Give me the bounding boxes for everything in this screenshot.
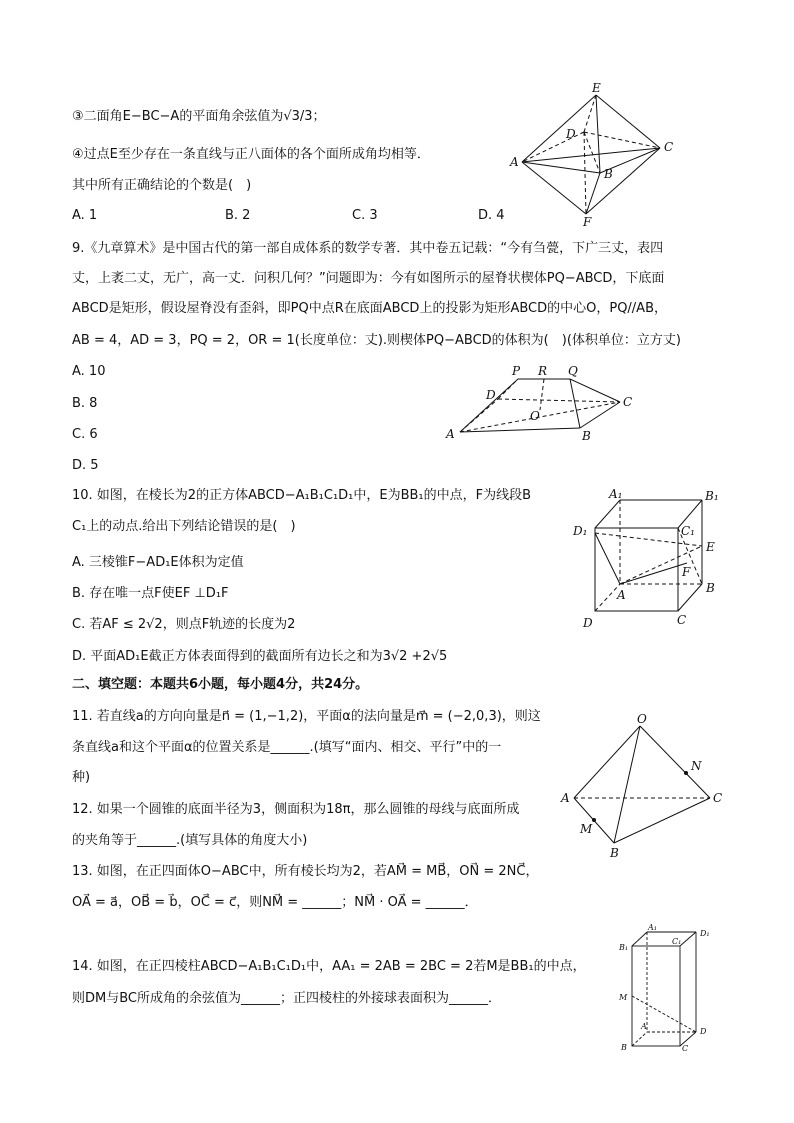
section-title: 二、填空题：本题共6小题，每小题4分，共24分。 bbox=[72, 677, 369, 692]
label-E: E bbox=[592, 81, 601, 95]
label-C: C bbox=[623, 395, 633, 409]
label-R: R bbox=[538, 364, 548, 378]
q9-option-c: C. 6 bbox=[72, 427, 98, 442]
label-D: D bbox=[566, 127, 576, 141]
q8-item4: ④过点E至少存在一条直线与正八面体的各个面所成角均相等． bbox=[72, 147, 430, 162]
q14-line-2: 则DM与BC所成角的余弦值为______；正四棱柱的外接球表面积为______． bbox=[72, 991, 501, 1006]
q10-option-c: C. 若AF ≤ 2√2，则点F轨迹的长度为2 bbox=[72, 617, 296, 632]
label-C: C bbox=[664, 140, 674, 154]
q8-option-a: A. 1 bbox=[72, 208, 98, 223]
q8-option-b: B. 2 bbox=[225, 208, 251, 223]
q11-line-3: 种) bbox=[72, 770, 91, 785]
label-M: M bbox=[619, 993, 628, 1002]
q13-line-2: OA⃗ = a⃗，OB⃗ = b⃗，OC⃗ = c⃗，则NM⃗ = ______；NM⃗ · OA⃗ = ______． bbox=[72, 895, 478, 910]
label-A1: A₁ bbox=[609, 487, 623, 501]
label-C1: C₁ bbox=[672, 937, 682, 946]
label-B: B bbox=[604, 167, 613, 181]
q10-line-1: 10. 如图，在棱长为2的正方体ABCD−A₁B₁C₁D₁中，E为BB₁的中点，F为线段B bbox=[72, 488, 532, 503]
label-A: A bbox=[510, 155, 519, 169]
q9-line-3: ABCD是矩形，假设屋脊没有歪斜，即PQ中点R在底面ABCD上的投影为矩形ABCD的中心O，PQ//AB， bbox=[72, 301, 667, 316]
wedge-figure bbox=[440, 362, 640, 447]
q8-item3: ③二面角E−BC−A的平面角余弦值为√3/3； bbox=[72, 109, 326, 124]
label-B: B bbox=[706, 581, 715, 595]
label-C: C bbox=[677, 613, 687, 627]
label-E: E bbox=[706, 540, 715, 554]
q10-line-2: C₁上的动点.给出下列结论错误的是( ) bbox=[72, 519, 296, 534]
q12-line-1: 12. 如果一个圆锥的底面半径为3，侧面积为18π，那么圆锥的母线与底面所成 bbox=[72, 802, 520, 817]
label-D: D bbox=[486, 388, 496, 402]
q8-option-c: C. 3 bbox=[352, 208, 378, 223]
label-D: D bbox=[700, 1027, 707, 1036]
label-D: D bbox=[583, 616, 593, 630]
label-F: F bbox=[682, 565, 691, 579]
prism-figure bbox=[612, 924, 722, 1054]
label-D1: D₁ bbox=[700, 929, 710, 938]
label-C1: C₁ bbox=[681, 524, 695, 538]
label-B1: B₁ bbox=[705, 489, 719, 503]
q11-line-2: 条直线a和这个平面α的位置关系是______.(填写“面内、相交、平行”中的一 bbox=[72, 740, 502, 755]
q8-stem: 其中所有正确结论的个数是( ) bbox=[72, 178, 252, 193]
label-A: A bbox=[617, 588, 626, 602]
label-P: P bbox=[512, 364, 521, 378]
label-B: B bbox=[621, 1043, 627, 1052]
q10-option-b: B. 存在唯一点F使EF ⊥D₁F bbox=[72, 586, 229, 601]
q10-option-d: D. 平面AD₁E截正方体表面得到的截面所有边长之和为3√2 +2√5 bbox=[72, 649, 448, 664]
label-A: A bbox=[561, 791, 570, 805]
label-C: C bbox=[682, 1044, 689, 1053]
label-Q: Q bbox=[568, 364, 578, 378]
q10-option-a: A. 三棱锥F−AD₁E体积为定值 bbox=[72, 555, 244, 570]
q9-line-2: 丈，上袤二丈，无广，高一丈．问积几何？”问题即为：今有如图所示的屋脊状楔体PQ−ABCD，下底面 bbox=[72, 271, 665, 286]
q12-line-2: 的夹角等于______.(填写具体的角度大小) bbox=[72, 833, 308, 848]
tetrahedron-figure bbox=[560, 712, 730, 862]
q9-option-a: A. 10 bbox=[72, 364, 106, 379]
q9-option-b: B. 8 bbox=[72, 396, 98, 411]
octahedron-figure bbox=[500, 80, 690, 230]
label-M: M bbox=[580, 822, 593, 836]
q14-line-1: 14. 如图，在正四棱柱ABCD−A₁B₁C₁D₁中，AA₁ = 2AB = 2BC = 2若M是BB₁的中点， bbox=[72, 959, 586, 974]
label-O: O bbox=[530, 409, 540, 423]
label-C: C bbox=[713, 791, 723, 805]
label-A1: A₁ bbox=[648, 923, 657, 932]
q9-option-d: D. 5 bbox=[72, 458, 99, 473]
q9-line-1: 9.《九章算术》是中国古代的第一部自成体系的数学专著．其中卷五记载：“今有刍甍，下广三丈，表四 bbox=[72, 241, 664, 256]
q8-option-d: D. 4 bbox=[478, 208, 505, 223]
q11-line-1: 11. 若直线a的方向向量是n⃗ = (1,−1,2)，平面α的法向量是m⃗ = (−2,0,3)，则这 bbox=[72, 709, 541, 724]
label-O: O bbox=[637, 712, 647, 726]
cube-figure bbox=[565, 488, 735, 633]
q9-line-4: AB = 4，AD = 3，PQ = 2，OR = 1(长度单位：丈).则楔体PQ−ABCD的体积为( )(体积单位：立方丈) bbox=[72, 333, 681, 348]
label-D1: D₁ bbox=[573, 524, 588, 538]
label-N: N bbox=[691, 759, 702, 773]
label-B1: B₁ bbox=[619, 943, 629, 952]
label-B: B bbox=[610, 846, 619, 860]
label-A: A bbox=[446, 427, 455, 441]
label-F: F bbox=[583, 215, 592, 229]
label-B: B bbox=[582, 429, 591, 443]
label-A: A bbox=[641, 1022, 647, 1031]
q13-line-1: 13. 如图，在正四面体O−ABC中，所有棱长均为2，若AM⃗ = MB⃗，ON⃗ = 2NC⃗， bbox=[72, 864, 539, 879]
